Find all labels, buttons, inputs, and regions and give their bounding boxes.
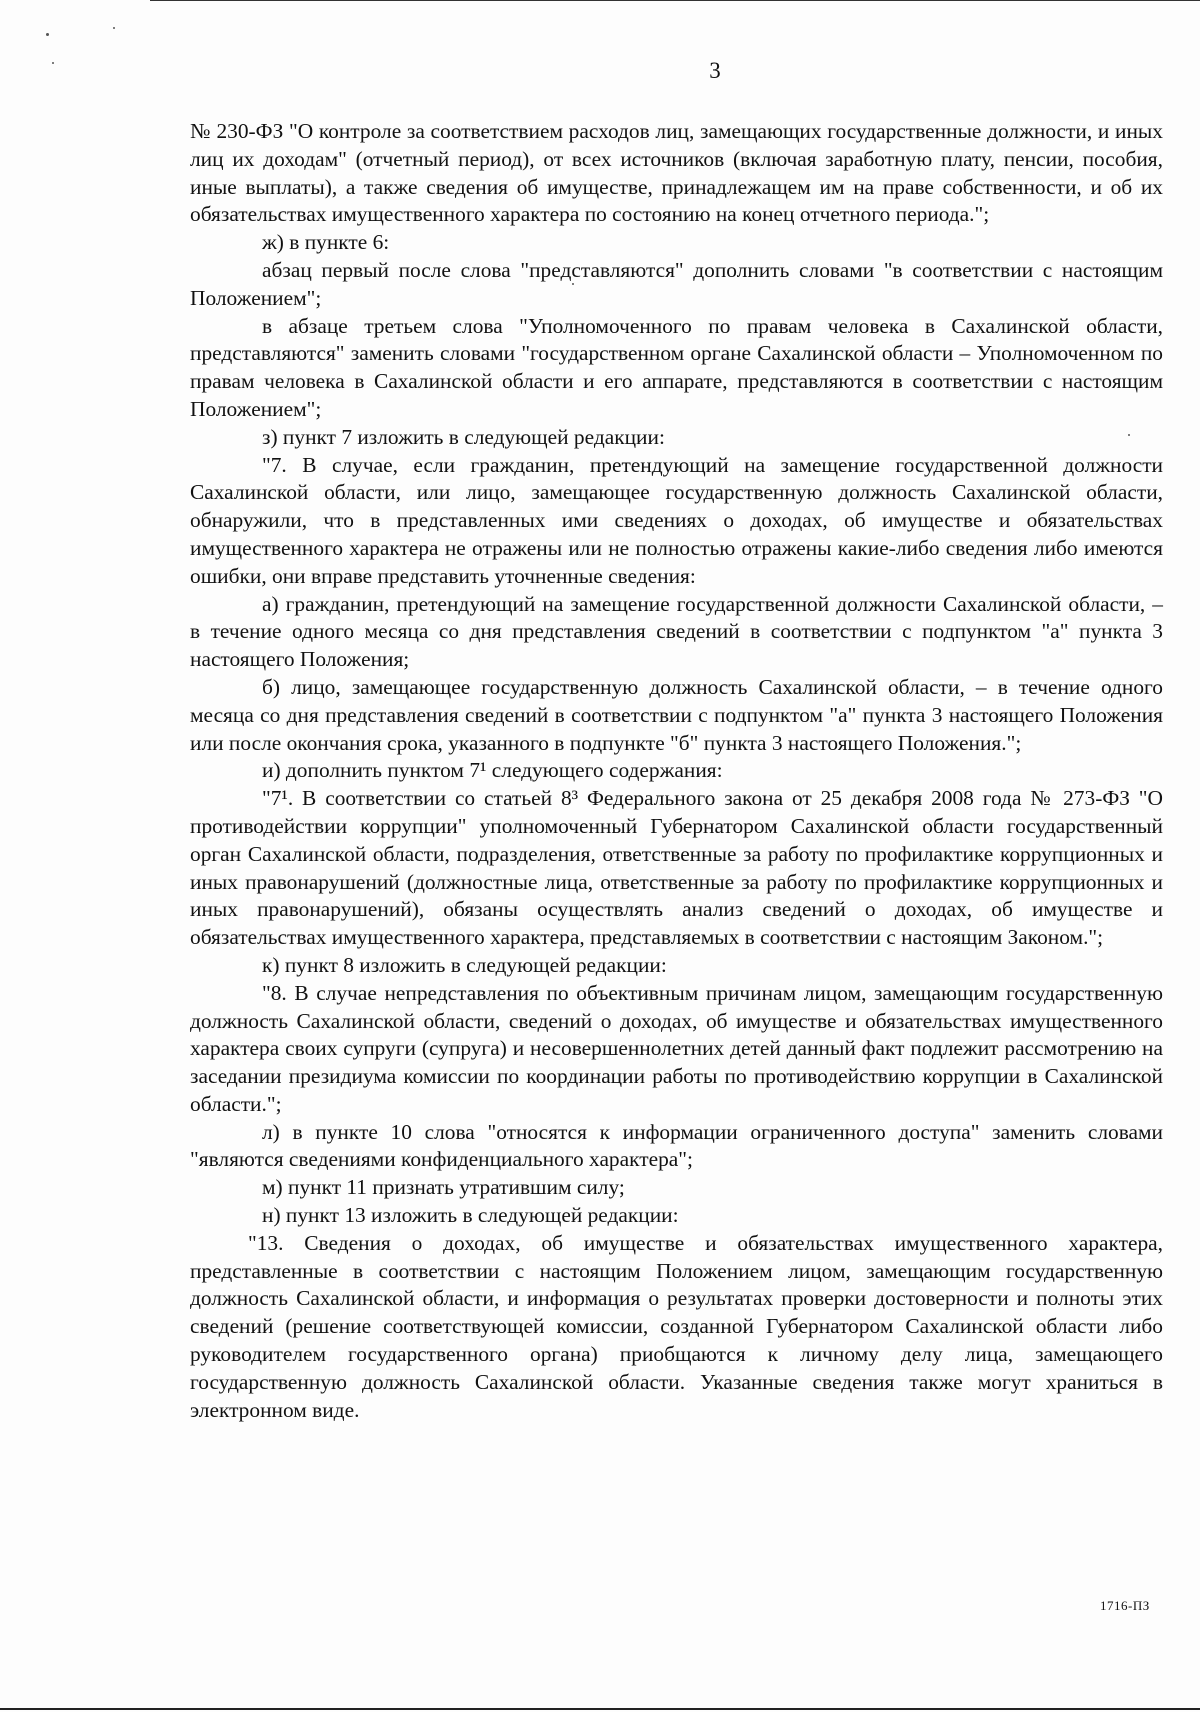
paragraph: м) пункт 11 признать утратившим силу; bbox=[262, 1175, 625, 1200]
paragraph: а) гражданин, претендующий на замещение государственной должности Сахалинской области, – в течение одного месяца со дня представления сведений в соответствии с подпунктом "а" пункта 3 настоящего Положения; bbox=[190, 591, 1163, 672]
paragraph: абзац первый после слова "представляются" дополнить словами "в соответствии с настоящим Положением"; bbox=[190, 257, 1163, 310]
paragraph: "8. В случае непредставления по объективным причинам лицом, замещающим государственную должность Сахалинской области, сведений о доходах, об имуществе и обязательствах имущественного характера своих супруги (супруга) и несовершеннолетних детей данный факт подлежит рассмотрению на заседании президиума комиссии по координации работы по противодействию коррупции в Сахалинской области."; bbox=[190, 980, 1163, 1116]
scan-bottom-edge bbox=[0, 1708, 1200, 1710]
paragraph: ж) в пункте 6: bbox=[262, 230, 390, 255]
paragraph: з) пункт 7 изложить в следующей редакции: bbox=[262, 424, 665, 449]
paragraph: "7¹. В соответствии со статьей 8³ Федерального закона от 25 декабря 2008 года № 273-ФЗ "О противодействии коррупции" уполномоченный Губернатором Сахалинской области государственный орган Сахалинской области, подразделения, ответственные за работу по профилактике коррупционных и иных правонарушений (должностные лица, ответственные за работу по профилактике коррупционных и иных правонарушений), обязаны осуществлять анализ сведений о доходах, об имуществе и обязательствах имущественного характера, представляемых в соответствии с настоящим Законом."; bbox=[190, 786, 1163, 950]
paragraph: и) дополнить пунктом 7¹ следующего содержания: bbox=[262, 758, 723, 783]
paragraph: "13. Сведения о доходах, об имуществе и обязательствах имущественного характера, представленные в соответствии с настоящим Положением лицом, замещающим государственную должность Сахалинской области, и информация о результатах проверки достоверности и полноты этих сведений (решение соответствующей комиссии, созданной Губернатором Сахалинской области либо руководителем государственного органа) приобщаются к личному делу лица, замещающего государственную должность Сахалинской области. Указанные сведения также могут храниться в электронном виде. bbox=[190, 1230, 1163, 1422]
paragraph: в абзаце третьем слова "Уполномоченного по правам человека в Сахалинской области, представляются" заменить словами "государственном органе Сахалинской области – Уполномоченном по правам человека в Сахалинской области и его аппарате, представляются в соответствии с настоящим Положением"; bbox=[190, 313, 1163, 421]
paragraph: л) в пункте 10 слова "относятся к информации ограниченного доступа" заменить словами "являются сведениями конфиденциального характера"; bbox=[190, 1119, 1163, 1172]
document-body bbox=[190, 118, 1163, 1424]
paragraph: "7. В случае, если гражданин, претендующий на замещение государственной должности Сахалинской области, или лицо, замещающее государственную должность Сахалинской области, обнаружили, что в представленных ими сведениях о доходах, об имуществе и обязательствах имущественного характера не отражены или не полностью отражены какие-либо сведения либо имеются ошибки, они вправе представить уточненные сведения: bbox=[190, 452, 1163, 588]
document-code: 1716-ПЗ bbox=[1100, 1598, 1150, 1613]
paragraph: № 230-ФЗ "О контроле за соответствием расходов лиц, замещающих государственные должности, и иных лиц их доходам" (отчетный период), от всех источников (включая заработную плату, пенсии, пособия, иные выплаты), а также сведения об имуществе, принадлежащем им на праве собственности, и об их обязательствах имущественного характера по состоянию на конец отчетного периода."; bbox=[190, 119, 1163, 227]
page-number: 3 bbox=[709, 58, 721, 83]
scan-speck bbox=[46, 33, 49, 36]
paragraph: к) пункт 8 изложить в следующей редакции: bbox=[262, 952, 667, 977]
scan-speck bbox=[113, 27, 115, 29]
scan-top-edge bbox=[150, 0, 1200, 1]
paragraph: б) лицо, замещающее государственную должность Сахалинской области, – в течение одного месяца со дня представления сведений в соответствии с подпунктом "а" пункта 3 настоящего Положения или после окончания срока, указанного в подпункте "б" пункта 3 настоящего Положения."; bbox=[190, 674, 1163, 755]
paragraph: н) пункт 13 изложить в следующей редакции: bbox=[262, 1203, 679, 1228]
